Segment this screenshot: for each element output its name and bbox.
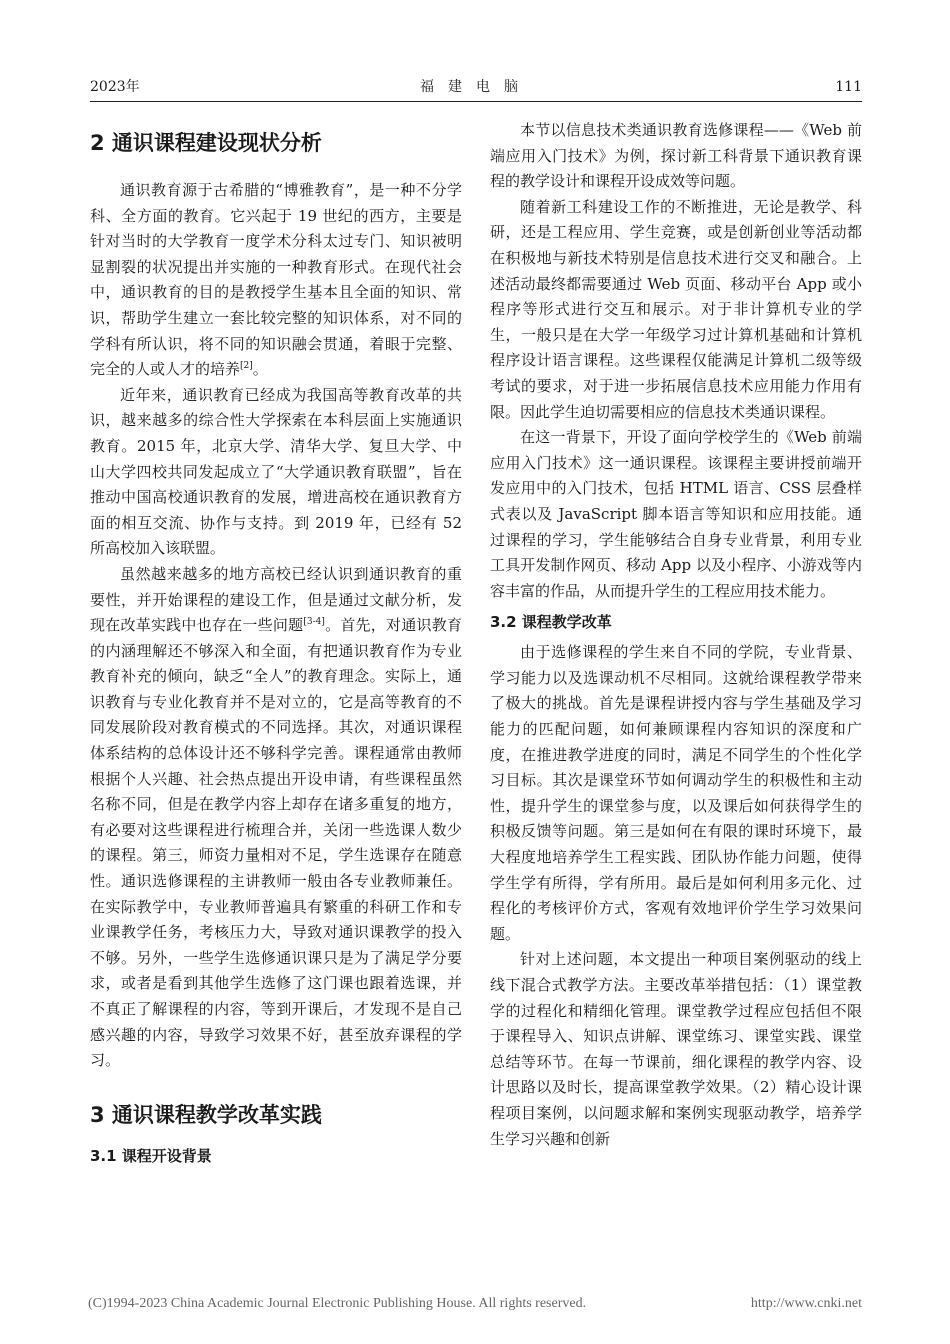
paragraph-text: 。 xyxy=(252,360,268,379)
header-year: 2023年 xyxy=(90,79,140,95)
paragraph: 由于选修课程的学生来自不同的学院，专业背景、学习能力以及选课动机不尽相同。这就给课程教学带来了极大的挑战。首先是课程讲授内容与学生基础及学习能力的匹配问题，如何兼顾课程内容知识的深度和广度，在推进教学进度的同时，满足不同学生的个性化学习目标。其次是课堂环节如何调动学生的积极性和主动性，提升学生的课堂参与度，以及课后如何获得学生的积极反馈等问题。第三是如何在有限的课时环境下，最大程度地培养学生工程实践、团队协作能力问题，使得学生学有所得，学有所用。最后是如何利用多元化、过程化的考核评价方式，客观有效地评价学生学习效果问题。 xyxy=(490,643,862,943)
paragraph xyxy=(90,562,462,1074)
paragraph xyxy=(90,178,462,383)
left-column xyxy=(90,118,462,1174)
section-3-title: 3 通识课程教学改革实践 xyxy=(90,1102,322,1127)
paragraph: 在这一背景下，开设了面向学校学生的《Web 前端应用入门技术》这一通识课程。该课程主要讲授前端开发应用中的入门技术，包括 HTML 语言、CSS 层叠样式表以及 JavaScript 脚本语言等知识和应用技能。通过课程的学习，学生能够结合自身专业背景，利用专业工具开发制作网页、移动 App 以及小程序、小游戏等内容丰富的作品，从而提升学生的工程应用技术能力。 xyxy=(490,428,862,600)
paragraph: 针对上述问题，本文提出一种项目案例驱动的线上线下混合式教学方法。主要改革举措包括：（1）课堂教学的过程化和精细化管理。课堂教学过程应包括但不限于课程导入、知识点讲解、课堂练习、课堂实践、课堂总结等环节。在每一节课前，细化课程的教学内容、设计思路以及时长，提高课堂教学效果。（2）精心设计课程项目案例，以问题求解和案例实现驱动教学，培养学生学习兴趣和创新 xyxy=(490,950,862,1148)
paragraph: 本节以信息技术类通识教育选修课程——《Web 前端应用入门技术》为例，探讨新工科背景下通识教育课程的教学设计和课程开设成效等问题。 xyxy=(490,121,862,191)
header-journal-name: 福建电脑 xyxy=(420,79,532,95)
paragraph: 近年来，通识教育已经成为我国高等教育改革的共识，越来越多的综合性大学探索在本科层面上实施通识教育。2015 年，北京大学、清华大学、复旦大学、中山大学四校共同发起成立了“大学通识教育联盟”，旨在推动中国高校通识教育的发展，增进高校在通识教育方面的相互交流、协作与支持。到 2019 年，已经有 52 所高校加入该联盟。 xyxy=(90,385,462,558)
citation: [3-4] xyxy=(303,617,325,628)
section-2-title: 2 通识课程建设现状分析 xyxy=(90,131,322,155)
subsection-3-1-title: 3.1 课程开设背景 xyxy=(90,1146,212,1165)
copyright-notice: (C)1994-2023 China Academic Journal Electronic Publishing House. All rights reserved. xyxy=(88,1296,587,1311)
header-page-number: 111 xyxy=(835,79,862,95)
paragraph-text: 。首先，对通识教育的内涵理解还不够深入和全面，有把通识教育作为专业教育补充的倾向，缺乏“全人”的教育理念。实际上，通识教育与专业化教育并不是对立的，它是高等教育的不同发展阶段对教育模式的不同选择。其次，对通识课程体系结构的总体设计还不够科学完善。课程通常由教师根据个人兴趣、社会热点提出开设申请，有些课程虽然名称不同，但是在教学内容上却存在诸多重复的地方，有必要对这些课程进行梳理合并，关闭一些选课人数少的课程。第三，师资力量相对不足，学生选课存在随意性。通识选修课程的主讲教师一般由各专业教师兼任。在实际教学中，专业教师普遍具有繁重的科研工作和专业课教学任务，考核压力大，导致对通识课教学的投入不够。另外，一些学生选修通识课只是为了满足学分要求，或者是看到其他学生选修了这门课也跟着选课，并不真正了解课程的内容，等到开课后，才发现不是自己感兴趣的内容，导致学习效果不好，甚至放弃课程的学习。 xyxy=(90,616,462,1070)
header-rule xyxy=(90,101,862,102)
subsection-3-2-title: 3.2 课程教学改革 xyxy=(490,613,612,632)
footer-url: http://www.cnki.net xyxy=(750,1296,862,1311)
paragraph-text: 虽然越来越多的地方高校已经认识到通识教育的重要性，并开始课程的建设工作，但是通过文献分析，发现在改革实践中也存在一些问题 xyxy=(90,564,462,635)
page-footer xyxy=(88,1296,862,1312)
right-column xyxy=(490,118,862,1152)
citation: [2] xyxy=(240,361,253,372)
paragraph: 随着新工科建设工作的不断推进，无论是教学、科研，还是工程应用、学生竞赛，或是创新创业等活动都在积极地与新技术特别是信息技术进行交叉和融合。上述活动最终都需要通过 Web 页面、移动平台 App 或小程序等形式进行交互和展示。对于非计算机专业的学生，一般只是在大学一年级学习过计算机基础和计算机程序设计语言课程。这些课程仅能满足计算机二级等级考试的要求，对于进一步拓展信息技术应用能力作用有限。因此学生迫切需要相应的信息技术类通识课程。 xyxy=(490,197,862,421)
page-header xyxy=(90,76,862,98)
paragraph-text: 通识教育源于古希腊的“博雅教育”，是一种不分学科、全方面的教育。它兴起于 19 世纪的西方，主要是针对当时的大学教育一度学术分科太过专门、知识被明显割裂的状况提出并实施的一种教育形式。在现代社会中，通识教育的目的是教授学生基本且全面的知识、常识，帮助学生建立一套比较完整的知识体系，对不同的学科有所认识，将不同的知识融会贯通，着眼于完整、完全的人或人才的培养 xyxy=(90,181,462,379)
